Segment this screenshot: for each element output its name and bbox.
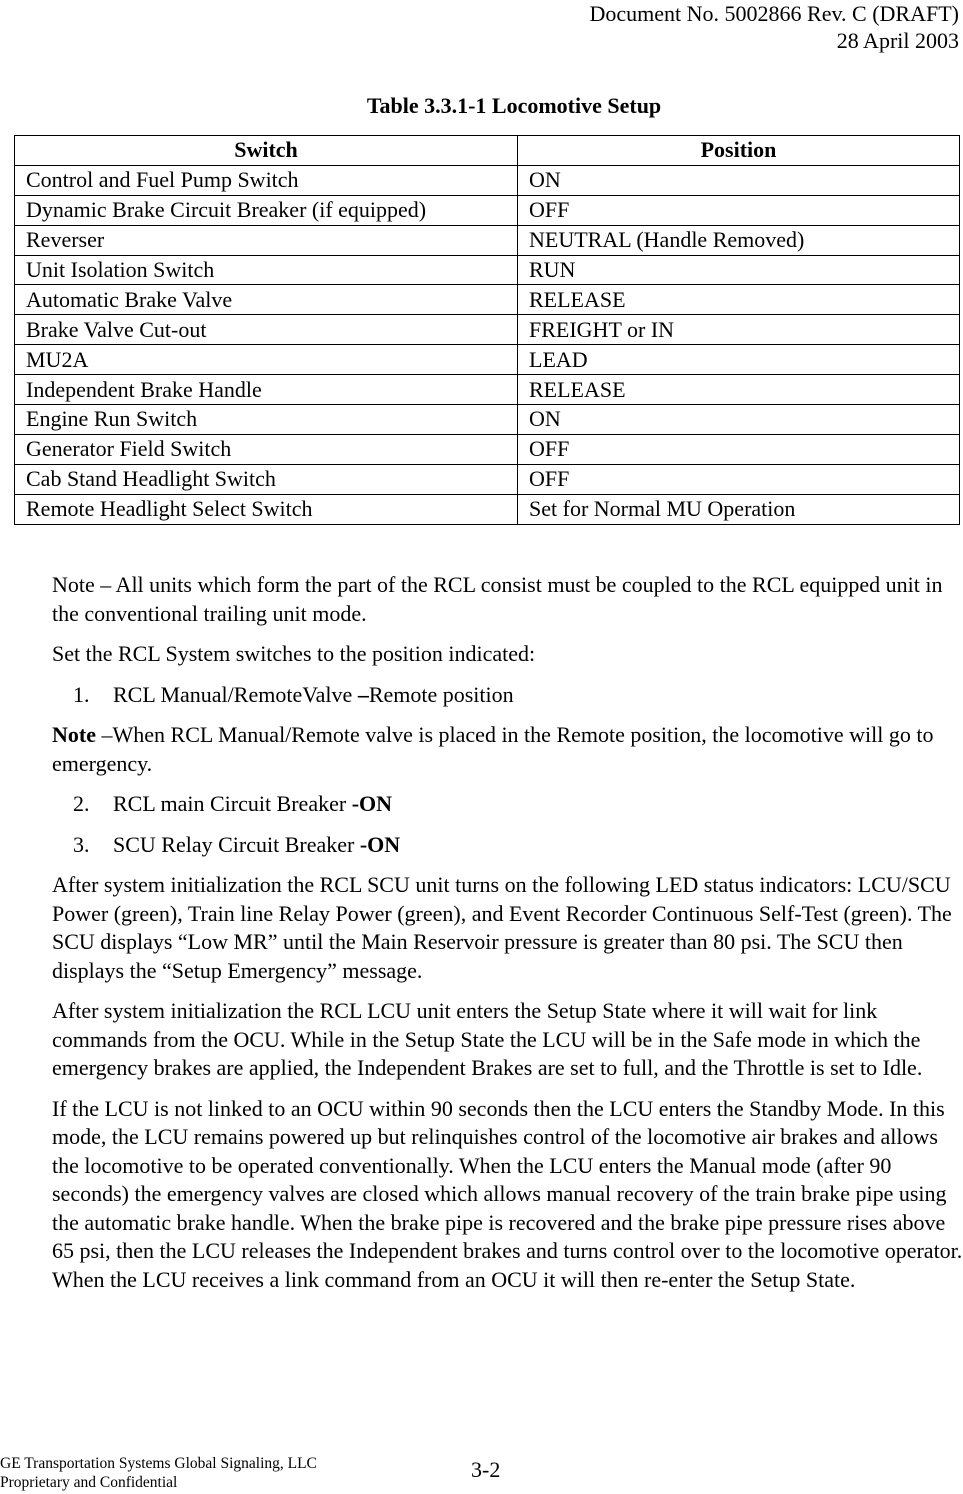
position-cell: RUN (518, 255, 960, 285)
position-cell: RELEASE (518, 285, 960, 315)
footer-company-name: GE Transportation Systems Global Signaling, LLC (0, 1455, 317, 1472)
note-label: Note (52, 722, 102, 747)
step-number: 1. (73, 681, 90, 707)
set-switches-instruction: Set the RCL System switches to the position indicated: (52, 641, 536, 666)
table-header-row (15, 136, 960, 166)
paragraph-standby-mode: If the LCU is not linked to an OCU within 90 seconds then the LCU enters the Standby Mode. In this mode, the LCU remains powered up but relinquishes control of the locomotive air brakes and allows the locomotive to be operated conventionally. When the LCU enters the Manual mode (after 90 seconds) the emergency valves are closed which allows manual recovery of the train brake pipe using the automatic brake handle. When the brake pipe is recovered and the brake pipe pressure rises above 65 psi, then the LCU releases the Independent brakes and turns control over to the locomotive operator. When the LCU receives a link command from an OCU it will then re-enter the Setup State. (52, 1095, 963, 1292)
step-number: 2. (73, 791, 90, 816)
note-text: –When RCL Manual/Remote valve is placed in the Remote position, the locomotive will go to emergency. (52, 722, 934, 776)
step-text: SCU Relay Circuit Breaker (113, 831, 360, 857)
position-cell: OFF (518, 434, 960, 464)
table-row (15, 225, 960, 255)
position-cell: LEAD (518, 345, 960, 375)
switch-cell: Brake Valve Cut-out (15, 315, 518, 345)
note-coupling: Note – All units which form the part of the RCL consist must be coupled to the RCL equipped unit in the conventional trailing unit mode. (52, 572, 943, 626)
step-text: RCL Manual/RemoteValve (113, 681, 358, 707)
switch-cell: Unit Isolation Switch (15, 255, 518, 285)
page-number: 3-2 (471, 1457, 501, 1482)
step-text: RCL main Circuit Breaker (113, 791, 352, 816)
switch-cell: Dynamic Brake Circuit Breaker (if equipped) (15, 195, 518, 225)
list-item-step-2 (52, 790, 963, 819)
switch-cell: Control and Fuel Pump Switch (15, 165, 518, 195)
switch-cell: Remote Headlight Select Switch (15, 494, 518, 524)
column-header-position: Position (518, 136, 960, 166)
step-suffix: Remote position (368, 681, 514, 707)
switch-cell: Engine Run Switch (15, 405, 518, 435)
position-cell: ON (518, 165, 960, 195)
footer-confidential: Proprietary and Confidential (0, 1474, 178, 1491)
position-cell: NEUTRAL (Handle Removed) (518, 225, 960, 255)
switch-cell: Reverser (15, 225, 518, 255)
table-caption: Table 3.3.1-1 Locomotive Setup (366, 93, 662, 118)
paragraph-scu-initialization: After system initialization the RCL SCU unit turns on the following LED status indicators: LCU/SCU Power (green), Train line Relay Power (green), and Event Recorder Continuous Self-Test (green). The SCU displays “Low MR” until the Main Reservoir pressure is greater than 80 psi. The SCU then displays the “Setup Emergency” message. (52, 872, 952, 983)
column-header-switch: Switch (15, 136, 518, 166)
locomotive-setup-table (14, 135, 960, 525)
table-row (15, 345, 960, 375)
document-date: 28 April 2003 (836, 28, 959, 53)
body-text (52, 571, 963, 1306)
table-row (15, 195, 960, 225)
switch-cell: Cab Stand Headlight Switch (15, 464, 518, 494)
step-value: -ON (351, 791, 393, 816)
table-row (15, 255, 960, 285)
table-row (15, 315, 960, 345)
table-row (15, 405, 960, 435)
list-item-step-3 (52, 831, 963, 860)
document-number: Document No. 5002866 Rev. C (DRAFT) (589, 1, 959, 26)
position-cell: RELEASE (518, 375, 960, 405)
paragraph-lcu-initialization: After system initialization the RCL LCU unit enters the Setup State where it will wait for link commands from the OCU. While in the Setup State the LCU will be in the Safe mode in which the emergency brakes are applied, the Independent Brakes are set to full, and the Throttle is set to Idle. (52, 998, 923, 1080)
document-header (590, 0, 960, 54)
footer-company (0, 1454, 317, 1492)
position-cell: OFF (518, 464, 960, 494)
position-cell: ON (518, 405, 960, 435)
step-number: 3. (73, 831, 90, 857)
table-row (15, 494, 960, 524)
switch-cell: Generator Field Switch (15, 434, 518, 464)
position-cell: Set for Normal MU Operation (518, 494, 960, 524)
table-row (15, 464, 960, 494)
step-value: -ON (359, 831, 401, 857)
table-row (15, 434, 960, 464)
switch-cell: Automatic Brake Valve (15, 285, 518, 315)
note-emergency (52, 721, 963, 778)
position-cell: OFF (518, 195, 960, 225)
position-cell: FREIGHT or IN (518, 315, 960, 345)
switch-cell: MU2A (15, 345, 518, 375)
table-row (15, 285, 960, 315)
list-item-step-1 (52, 681, 963, 710)
step-value: – (357, 681, 369, 707)
table-row (15, 165, 960, 195)
table-row (15, 375, 960, 405)
switch-cell: Independent Brake Handle (15, 375, 518, 405)
